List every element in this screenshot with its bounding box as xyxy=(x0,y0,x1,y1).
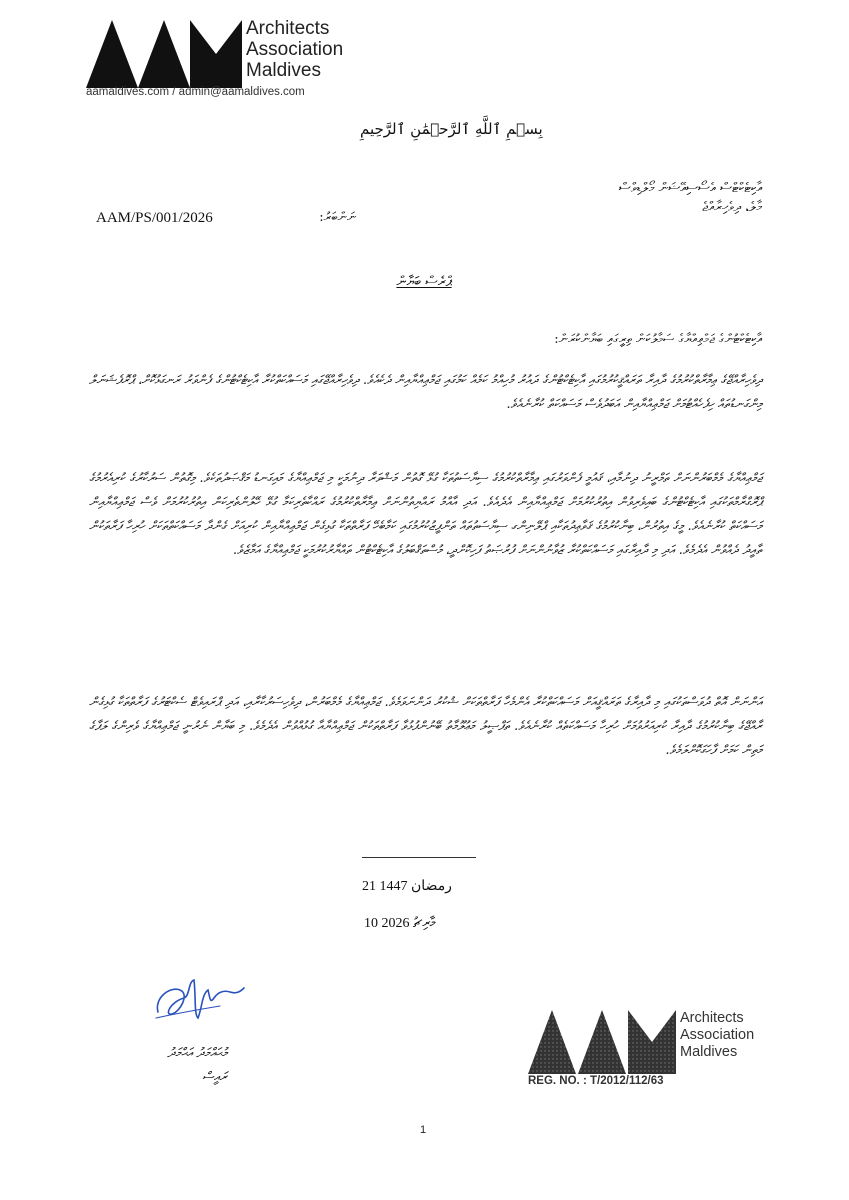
date-gregorian: 10 މާރިޗު 2026 xyxy=(364,916,436,931)
date-hijri: 21 رمضان 1447 xyxy=(362,879,452,894)
signatory-title: ރައީސް xyxy=(202,1070,227,1085)
contact-line: aamaldives.com / admin@aamaldives.com xyxy=(86,86,305,98)
document-subject: ޕްރެސް ބަޔާން xyxy=(396,274,452,290)
reference-row xyxy=(96,210,356,234)
stamp-line-1: Architects xyxy=(680,1010,744,1026)
organization-name: އާކިޓެކްޓްސް އެސޯސިއޭޝަން މޯލްޑިވްސް xyxy=(618,180,762,196)
signatory-name: މުޙައްމަދު އަޙްމަދު xyxy=(167,1046,227,1061)
reference-label: ނަންބަރު: xyxy=(319,210,356,225)
stamp-line-2: Association xyxy=(680,1027,755,1043)
logo-line-3: Maldives xyxy=(246,60,321,81)
bismillah-calligraphy: بِسۡمِ ٱللَّهِ ٱلرَّحۡمَٰنِ ٱلرَّحِيمِ xyxy=(360,120,543,138)
signature-divider xyxy=(362,857,476,858)
body-paragraph-1: ދިވެހިރާއްޖޭގެ ޢިމާރާތްކުރުމުގެ ދާއިރާ ތަރައްޤީކުރުމުގައި އާކިޓެކްޓުންގެ ދައުރު މުހިއްމު ކަމެއް ކަމުގައި ޖަމްޢިއްޔާއިން ދެކެއެވެ. ދިވެހިރާއްޖޭގައި މަސައްކަތްކުރާ އާކިޓެކްޓުންގެ ފެންވަރު ރަނގަޅުކޮށް، ޕްރޮފެޝަނަލް މިންގަނޑުތައް ހިފެހެއްޓުމަށް ޖަމްޢިއްޔާއިން އަބަދުވެސް މަސައްކަތް ކުރާނެއެވެ. xyxy=(89,372,762,411)
stamp-logo-mark xyxy=(528,1010,676,1074)
stamp-line-3: Maldives xyxy=(680,1044,738,1060)
handwritten-signature xyxy=(150,968,246,1028)
page-number: 1 xyxy=(420,1124,427,1136)
greeting-line: އާކިޓެކްޓުންގެ ޖަމްޢިއްޔާގެ ސަމާލުކަން ތިރީގައި ބަޔާންކުރަން: xyxy=(554,332,762,347)
stamp-wordmark xyxy=(680,1010,780,1061)
reference-number: AAM/PS/001/2026 xyxy=(96,210,213,226)
organization-city: މާލެ، ދިވެހިރާއްޖެ xyxy=(702,199,762,215)
logo-wordmark xyxy=(246,18,406,81)
body-paragraph-2: ޖަމްޢިއްޔާގެ މެމްބަރުންނަށް ތަމްރީނު ދިނުމާއި، ޤައުމީ ފެންވަރުގައި ޢިމާރާތްކުރުމުގެ ސިޔާސަތުތަކާ ގުޅޭ ގޮތުން މަޝްވަރާ ދިނުމަކީ މި ޖަމްޢިއްޔާގެ މައިގަނޑު މަޤްޞަދުތަކެވެ. މިގޮތުން ސަރުކާރުގެ ކުރިއެރުމުގެ ޕްރޮގްރާމްތަކުގައި އާކިޓެކްޓުންގެ ބައިވެރިވުން އިތުރުކުރުމަށް ޖަމްޢިއްޔާއިން އެދެއެވެ. އަދި އާއްމު ރައްޔިތުންނަށް ޢިމާރާތްކުރުމުގެ ރައްކާތެރިކަމާ ގުޅޭ ހޭލުންތެރިކަން އިތުރުކުރުމަށް ވެސް ޖަމްޢިއްޔާއިން މަސައްކަތް ކުރާނެއެވެ. މީގެ އިތުރުން، ބިނާކުރުމުގެ ޤަވާޢިދުތަކާއި ޕްލޭނިންގ ސިޔާސަތުތައް ތަންފީޒުކުރުމުގައި ކަމާބެހޭ ފަރާތްތަކާ ގުޅިގެން ޖަމްޢިއްޔާއިން ކުރިއަށް ގެންދާ މަސައްކަތްތަކަށް ހުރިހާ ފަރާތަކުން ތާއީދު ދެއްވުން އެދެމެވެ. އަދި މި ދާއިރާގައި މަސައްކަތްކުރާ ޒުވާނުންނަށް ފުރުޞަތު ފަހިކޮށްދީ، މުސްތަޤްބަލުގެ އާކިޓެކްޓުން ތައްޔާރުކުރުމަކީ ޖަމްޢިއްޔާގެ އަމާޒެވެ. xyxy=(89,470,762,557)
aam-logo-mark xyxy=(86,20,242,88)
logo-line-2: Association xyxy=(246,39,344,60)
body-paragraph-3: އަންނަން އޮތް ދުވަސްތަކުގައި މި ދާއިރާގެ ތަރައްޤީއަށް މަސައްކަތްކުރާ އެންމެހާ ފަރާތްތަކަށް ޝުކުރު ދަންނަވަމެވެ. ޖަމްޢިއްޔާގެ މެމްބަރުން، ދިވެހިސަރުކާރާއި، އަދި ޕްރައިވެޓް ސެކްޓަރުގެ ފަރާތްތަކާ ގުޅިގެން ރާއްޖޭގެ ބިނާކުރުމުގެ ދާއިރާ ކުރިއަރުވުމަށް ހުރިހާ މަސައްކަތެއް ކުރާނެއެވެ. ތަފްޞީލު މަޢުލޫމާތު ބޭނުންފުޅުވާ ފަރާތްތަކުން ޖަމްޢިއްޔާއާ ގުޅުއްވުން އެދެމެވެ. މި ބަޔާން ނެރުނީ ޖަމްޢިއްޔާގެ ވެރިންގެ ލަފާގެ މަތިން ކަމަށް ފާހަގަކޮށްލަމެވެ. xyxy=(89,694,762,757)
stamp-registration-number: REG. NO. : T/2012/112/63 xyxy=(528,1075,664,1087)
logo-line-1: Architects xyxy=(246,18,330,39)
